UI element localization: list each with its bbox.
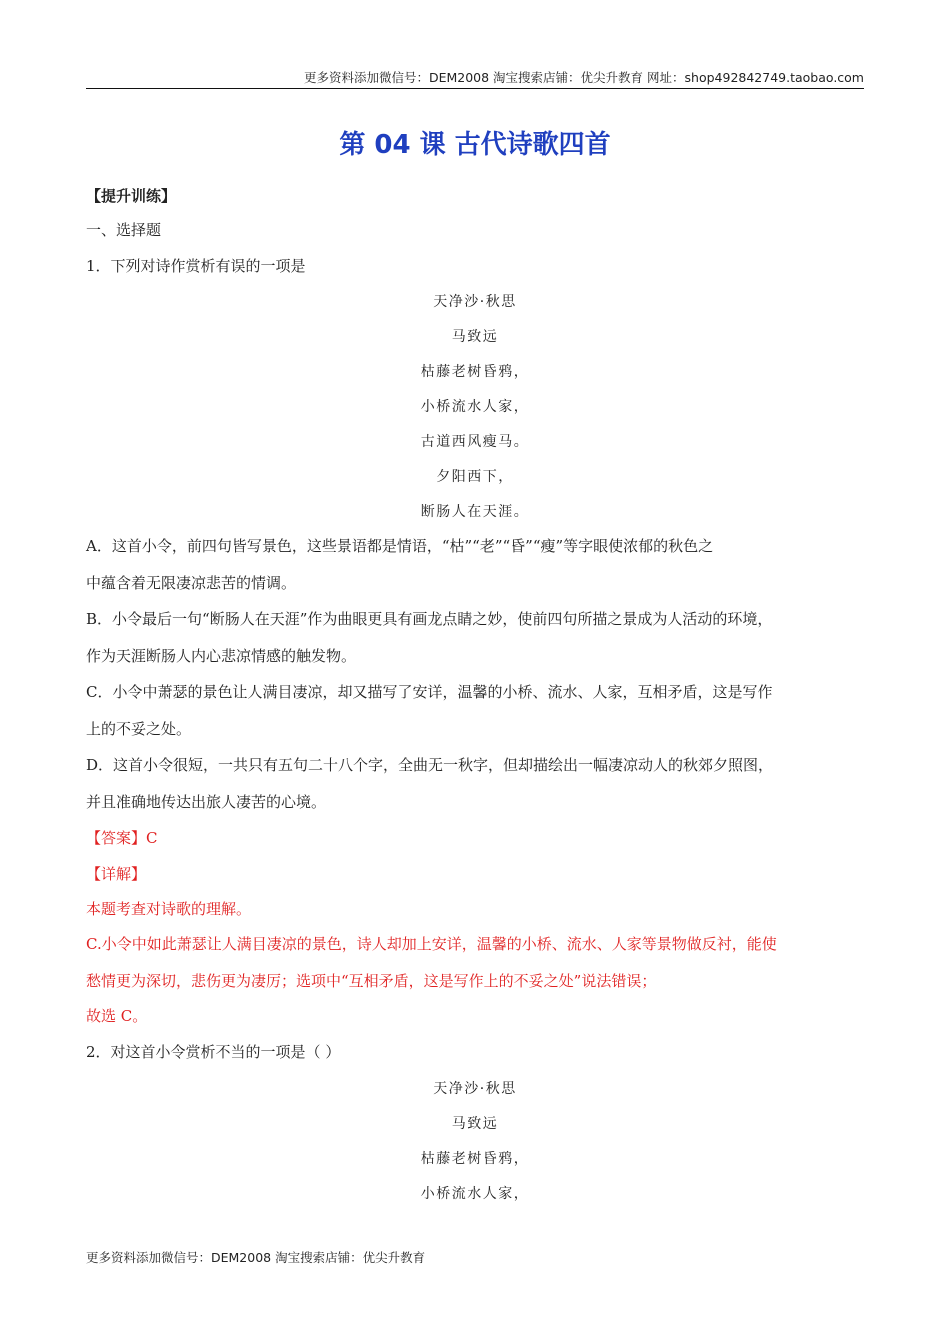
q1-poem-line-1: 枯藤老树昏鸦， [420,364,530,380]
section-label: 【提升训练】 [86,187,177,205]
q1-explanation-2: C.小令中如此萧瑟让人满目凄凉的景色，诗人却加上安详，温馨的小桥、流水、人家等景物做反衬，能使 [86,935,777,953]
part-heading: 一、选择题 [86,221,162,239]
q1-option-c-line-1: C．小令中萧瑟的景色让人满目凄凉，却又描写了安详，温馨的小桥、流水、人家，互相矛盾，这是写作 [86,683,773,701]
q2-poem-author: 马致远 [451,1116,499,1132]
q1-explanation-3: 愁情更为深切，悲伤更为凄厉；选项中“互相矛盾，这是写作上的不妥之处”说法错误； [86,972,657,990]
q1-option-d-line-1: D．这首小令很短，一共只有五句二十八个字，全曲无一秋字，但却描绘出一幅凄凉动人的秋郊夕照图， [86,756,774,774]
q1-explanation-1: 本题考查对诗歌的理解。 [86,900,252,918]
q1-poem-title: 天净沙·秋思 [433,294,517,310]
question-1-stem: 1．下列对诗作赏析有误的一项是 [86,257,306,275]
q1-option-c-line-2: 上的不妥之处。 [86,720,192,738]
page-header: 更多资料添加微信号：DEM2008 淘宝搜索店铺：优尖升教育 网址：shop492842749.taobao.com [303,70,864,85]
header-divider [86,88,864,89]
q1-poem-author: 马致远 [451,329,499,345]
q1-poem-line-2: 小桥流水人家， [420,399,530,415]
q2-poem-title: 天净沙·秋思 [433,1081,517,1097]
page-footer: 更多资料添加微信号：DEM2008 淘宝搜索店铺：优尖升教育 [86,1250,426,1265]
lesson-title: 第 04 课 古代诗歌四首 [339,130,611,160]
q1-poem-line-4: 夕阳西下， [436,469,514,485]
q1-option-a-line-2: 中蕴含着无限凄凉悲苦的情调。 [86,574,297,592]
q1-poem-line-3: 古道西风瘦马。 [420,434,530,450]
q2-poem-line-2: 小桥流水人家， [420,1186,530,1202]
q1-detail-label: 【详解】 [86,865,147,883]
q1-option-b-line-2: 作为天涯断肠人内心悲凉情感的触发物。 [86,647,357,665]
q1-explanation-4: 故选 C。 [86,1007,148,1025]
q1-option-b-line-1: B．小令最后一句“断肠人在天涯”作为曲眼更具有画龙点睛之妙，使前四句所描之景成为人活动的环境， [86,610,773,628]
q1-poem-line-5: 断肠人在天涯。 [420,504,530,520]
q1-answer: 【答案】C [86,829,158,847]
q2-poem-line-1: 枯藤老树昏鸦， [420,1151,530,1167]
question-2-stem: 2．对这首小令赏析不当的一项是（ ） [86,1043,341,1061]
q1-option-a-line-1: A．这首小令，前四句皆写景色，这些景语都是情语，“枯”“老”“昏”“瘦”等字眼使浓郁的秋色之 [86,537,714,555]
q1-option-d-line-2: 并且准确地传达出旅人凄苦的心境。 [86,793,327,811]
